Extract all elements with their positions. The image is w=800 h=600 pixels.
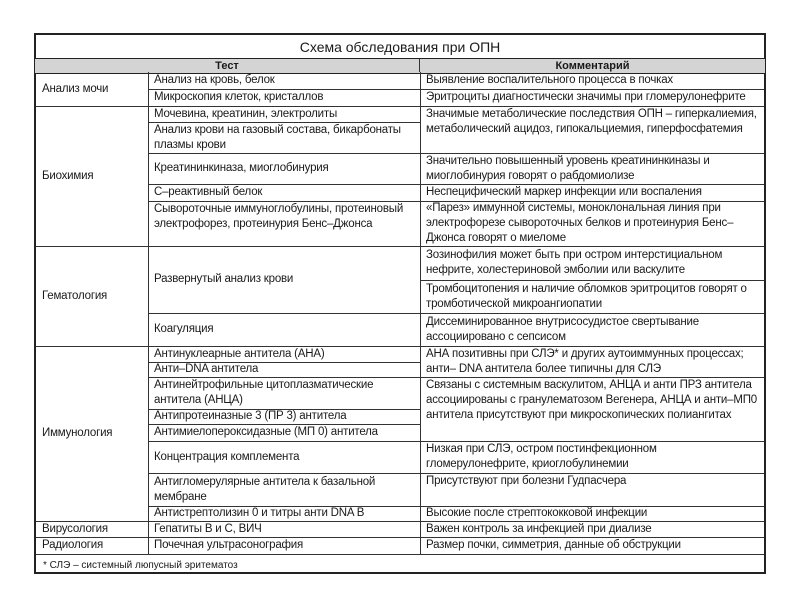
header-test: Тест [215,59,239,72]
comment-cell-text: Значительно повышенный уровень креатининкиназы и миоглобинурия говорят о рабдомиолизе [426,154,710,182]
column-divider [148,72,149,106]
comment-cell [421,246,764,280]
column-divider [148,246,149,346]
comment-cell [421,201,764,246]
test-cell [149,122,420,153]
test-cell-text: С–реактивный белок [154,186,263,198]
test-cell-text: Антимиелопероксидазные (МП 0) антитела [154,426,378,438]
comment-cell-text: «Парез» иммунной системы, моноклональная линия при электрофорезе сывороточных белков и протеинурия Бенс–Джонса говорят о миеломе [426,202,734,244]
comment-cell-text: Неспецифический маркер инфекции или воспаления [426,186,702,198]
column-divider [148,521,149,537]
column-divider [420,346,421,521]
test-cell-text: Анализ крови на газовый состава, бикарбонаты плазмы крови [154,123,401,151]
test-cell-text: Микроскопия клеток, кристаллов [154,91,324,103]
test-cell-text: Антинейтрофильные цитоплазматические антитела (АНЦА) [154,379,374,406]
comment-cell-text: Важен контроль за инфекцией при диализе [426,522,652,535]
category-label: Анализ мочи [42,82,109,95]
test-cell [149,506,420,521]
column-divider [420,521,421,537]
test-cell-text: Креатининкиназа, миоглобинурия [154,162,329,174]
test-cell-text: Почечная ультрасонография [154,539,304,551]
test-cell [149,521,420,537]
column-divider [420,72,421,106]
column-divider [148,106,149,246]
test-cell [149,473,420,506]
test-cell-text: Антигломерулярные антитела к базальной мембране [154,475,376,503]
test-cell [149,362,420,377]
column-divider [420,246,421,346]
comment-cell [421,89,764,106]
category-label: Радиология [42,539,104,551]
column-divider [420,537,421,554]
comment-cell-text: Присутствуют при болезни Гудпасчера [426,475,627,487]
test-cell-text: Концентрация комплемента [154,450,300,463]
test-cell-text: Анти–DNA антитела [154,363,259,375]
column-divider [148,346,149,521]
comment-cell-text: Диссеминированное внутрисосудистое свертывание ассоциировано с сепсисом [426,315,699,343]
comment-cell-text: Высокие после стрептококковой инфекции [426,507,648,519]
comment-cell [421,72,764,89]
comment-cell-text: АНА позитивны при СЛЭ* и других аутоиммунных процессах; анти– DNA антитела более типичны для СЛЭ [426,347,744,375]
test-cell [149,537,420,554]
test-cell [149,377,420,409]
category-label: Иммунология [42,427,113,439]
comment-cell [421,506,764,521]
category-cell [36,246,148,346]
category-cell [36,72,148,106]
comment-cell-text: Низкая при СЛЭ, остром постинфекционном гломерулонефрите, криоглобулинемии [426,443,657,470]
test-cell-text: Коагуляция [154,323,214,335]
test-cell-text: Сывороточные иммуноглобулины, протеиновый электрофорез, протеинурия Бенс–Джонса [154,203,404,230]
comment-cell-text: Эритроциты диагностически значимы при гломерулонефрите [426,91,746,103]
header-comment: Комментарий [555,59,630,72]
comment-cell-text: Связаны с системным васкулитом, АНЦА и анти ПРЗ антитела ассоциированы с гранулематозом Вегенера, АНЦА и анти–МП0 антитела присутствуют при микроскопических полиангитах [426,379,757,421]
test-cell [149,424,420,441]
comment-cell [421,153,764,184]
comment-cell [421,473,764,506]
table-title: Схема обследования при ОПН [299,38,501,55]
comment-cell [421,521,764,537]
test-cell [149,313,420,346]
comment-cell [421,346,764,377]
category-label: Вирусология [42,522,108,535]
comment-cell-text: Значимые метаболические последствия ОПН – гиперкалиемия, метаболический ацидоз, гипокальциемия, гиперфосфатемия [426,108,757,135]
section-divider [36,554,764,555]
category-label: Гематология [42,289,108,302]
column-divider [420,106,421,246]
comment-cell [421,441,764,473]
comment-cell-text: Выявление воспалительного процесса в почках [426,74,673,86]
test-cell [149,346,420,362]
footnote: * СЛЭ – системный люпусный эритематоз [43,559,238,571]
test-cell-text: Мочевина, креатинин, электролиты [154,107,338,120]
category-cell [36,346,148,521]
test-cell [149,201,420,246]
category-cell [36,521,148,537]
comment-cell [421,106,764,153]
test-cell [149,106,420,122]
test-cell [149,184,420,201]
test-cell [149,409,420,424]
comment-cell-text: Размер почки, симметрия, данные об обструкции [426,539,681,551]
comment-cell [421,537,764,554]
category-cell [36,537,148,554]
test-cell-text: Развернутый анализ крови [154,273,294,285]
column-divider [148,537,149,554]
test-cell-text: Анализ на кровь, белок [154,74,275,86]
test-cell-text: Антипротеиназные 3 (ПР 3) антитела [154,410,347,422]
comment-cell [421,280,764,313]
comment-cell [421,377,764,441]
category-label: Биохимия [42,169,94,182]
comment-cell-text: Тромбоцитопения и наличие обломков эритроцитов говорят о тромботической микроангиопатии [426,282,747,310]
test-cell [149,246,420,313]
test-cell [149,441,420,473]
category-cell [36,106,148,246]
comment-cell-text: Зозинофилия может быть при остром интерстициальном нефрите, холестериновой эмболии или васкулите [426,249,723,276]
comment-cell [421,184,764,201]
comment-cell [421,313,764,346]
test-cell-text: Антистрептолизин 0 и титры анти DNA В [154,507,365,519]
test-cell [149,89,420,106]
test-cell-text: Гепатиты В и С, ВИЧ [154,522,262,535]
test-cell [149,72,420,89]
test-cell-text: Антинуклеарные антитела (АНА) [154,347,325,360]
exam-scheme-table [34,33,766,574]
test-cell [149,153,420,184]
